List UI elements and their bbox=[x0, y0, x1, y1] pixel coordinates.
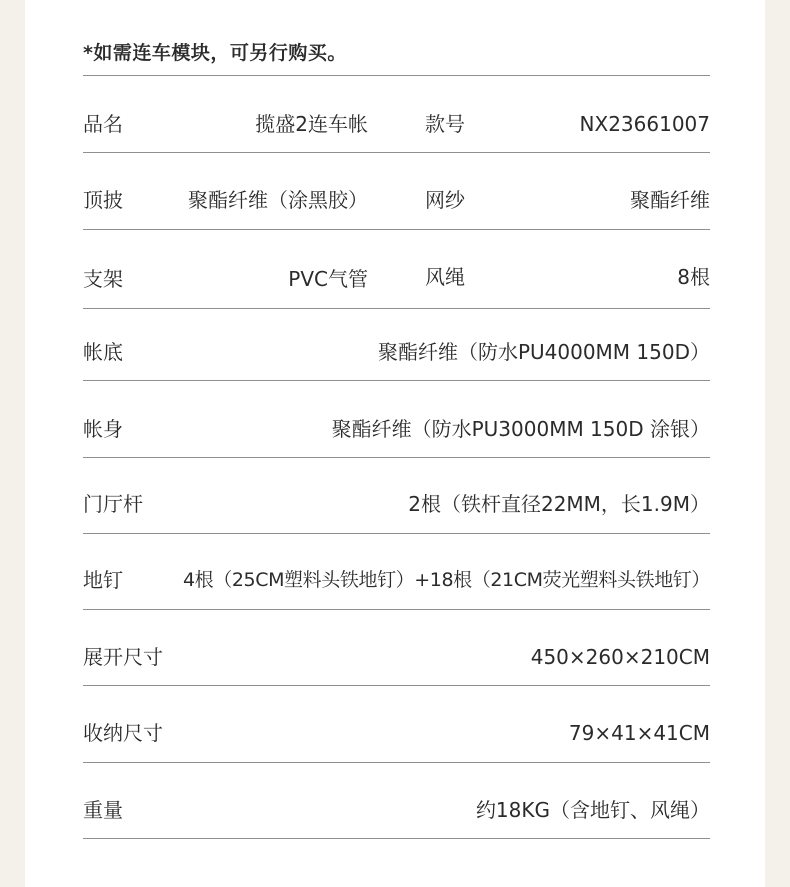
spec-value-body: 聚酯纤维（防水PU3000MM 150D 涂银） bbox=[331, 417, 710, 441]
spec-label-guyline: 风绳 bbox=[425, 265, 465, 289]
divider bbox=[83, 75, 710, 76]
spec-label-floor: 帐底 bbox=[83, 340, 123, 364]
divider bbox=[83, 533, 710, 534]
spec-value-weight: 约18KG（含地钉、风绳） bbox=[475, 798, 710, 822]
divider bbox=[83, 229, 710, 230]
spec-value-floor: 聚酯纤维（防水PU4000MM 150D） bbox=[377, 340, 710, 364]
spec-value-stakes: 4根（25CM塑料头铁地钉）+18根（21CM荧光塑料头铁地钉） bbox=[182, 569, 710, 591]
divider bbox=[83, 152, 710, 153]
divider bbox=[83, 457, 710, 458]
spec-label-body: 帐身 bbox=[83, 417, 123, 441]
purchase-note: *如需连车模块，可另行购买。 bbox=[83, 42, 347, 64]
divider bbox=[83, 380, 710, 381]
spec-value-porch-pole: 2根（铁杆直径22MM，长1.9M） bbox=[408, 492, 710, 516]
spec-label-top: 顶披 bbox=[83, 188, 123, 212]
divider bbox=[83, 762, 710, 763]
spec-label-weight: 重量 bbox=[83, 798, 123, 822]
divider bbox=[83, 609, 710, 610]
spec-value-guyline: 8根 bbox=[677, 265, 710, 289]
spec-label-mesh: 网纱 bbox=[425, 188, 465, 212]
divider bbox=[83, 838, 710, 839]
spec-label-porch-pole: 门厅杆 bbox=[83, 492, 143, 516]
divider bbox=[83, 685, 710, 686]
spec-label-name: 品名 bbox=[83, 112, 123, 136]
spec-label-frame: 支架 bbox=[83, 267, 123, 291]
spec-value-model: NX23661007 bbox=[579, 112, 710, 136]
spec-value-mesh: 聚酯纤维 bbox=[630, 188, 710, 212]
spec-value-frame: PVC气管 bbox=[288, 267, 368, 291]
spec-value-name: 揽盛2连车帐 bbox=[255, 112, 368, 136]
spec-label-open-size: 展开尺寸 bbox=[83, 645, 163, 669]
spec-value-open-size: 450×260×210CM bbox=[530, 645, 710, 669]
spec-value-pack-size: 79×41×41CM bbox=[568, 721, 710, 745]
spec-value-top: 聚酯纤维（涂黑胶） bbox=[188, 188, 368, 212]
spec-label-model: 款号 bbox=[425, 112, 465, 136]
spec-label-stakes: 地钉 bbox=[83, 568, 123, 592]
spec-label-pack-size: 收纳尺寸 bbox=[83, 721, 163, 745]
divider bbox=[83, 308, 710, 309]
